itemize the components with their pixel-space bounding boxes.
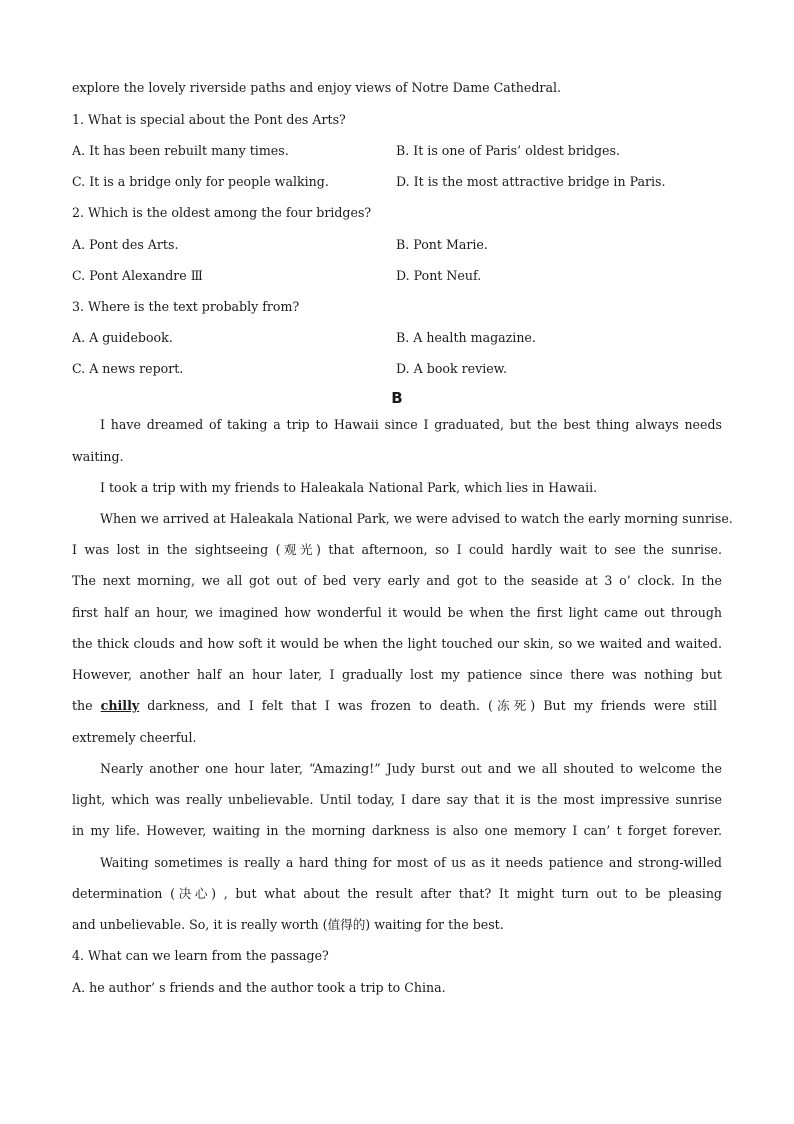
- question-1-option-c: C. It is a bridge only for people walking.: [72, 174, 329, 189]
- underlined-keyword: chilly: [100, 698, 140, 713]
- question-4-stem: 4. What can we learn from the passage?: [72, 948, 329, 963]
- question-3-stem: 3. Where is the text probably from?: [72, 299, 300, 314]
- passage-text: the: [72, 698, 101, 713]
- passage-line: I was lost in the sightseeing (观光) that afternoon, so I could hardly wait to see the sunrise.: [72, 542, 722, 557]
- intro-line: explore the lovely riverside paths and enjoy views of Notre Dame Cathedral.: [72, 80, 561, 95]
- question-2-stem: 2. Which is the oldest among the four bridges?: [72, 205, 372, 220]
- passage-line: first half an hour, we imagined how wonderful it would be when the first light came out through: [72, 605, 722, 620]
- question-3-options-row-1: [72, 330, 722, 346]
- question-2-option-d: D. Pont Neuf.: [396, 268, 482, 283]
- question-2-option-a: A. Pont des Arts.: [72, 237, 179, 252]
- question-3-option-c: C. A news report.: [72, 361, 184, 376]
- question-4-option-a: A. he author’ s friends and the author took a trip to China.: [72, 980, 446, 995]
- passage-line: The next morning, we all got out of bed very early and got to the seaside at 3 o’ clock. In the: [72, 573, 722, 588]
- question-2-options-row-2: [72, 268, 722, 284]
- question-1-option-a: A. It has been rebuilt many times.: [72, 143, 289, 158]
- passage-line: waiting.: [72, 449, 124, 464]
- passage-line: extremely cheerful.: [72, 730, 197, 745]
- passage-line: When we arrived at Haleakala National Park, we were advised to watch the early morning sunrise.: [100, 511, 733, 526]
- question-1-options-row-1: [72, 143, 722, 159]
- passage-line: determination (决心) , but what about the result after that? It might turn out to be pleasing: [72, 886, 722, 901]
- question-2-option-c: C. Pont Alexandre Ⅲ: [72, 268, 203, 283]
- question-3-options-row-2: [72, 361, 722, 377]
- passage-line: the thick clouds and how soft it would be when the light touched our skin, so we waited and waited.: [72, 636, 722, 651]
- passage-line: light, which was really unbelievable. Until today, I dare say that it is the most impressive sunrise: [72, 792, 722, 807]
- question-1-stem: 1. What is special about the Pont des Arts?: [72, 112, 346, 127]
- passage-line: in my life. However, waiting in the morning darkness is also one memory I can’ t forget forever.: [72, 823, 722, 838]
- passage-line: I have dreamed of taking a trip to Hawaii since I graduated, but the best thing always needs: [100, 417, 722, 432]
- passage-line-with-keyword: [72, 698, 717, 714]
- passage-text: darkness, and I felt that I was frozen to death. (冻死) But my friends were still: [139, 698, 717, 713]
- passage-line: However, another half an hour later, I gradually lost my patience since there was nothing but: [72, 667, 722, 682]
- question-1-option-d: D. It is the most attractive bridge in Paris.: [396, 174, 666, 189]
- section-heading: B: [391, 389, 403, 407]
- passage-line: I took a trip with my friends to Haleakala National Park, which lies in Hawaii.: [100, 480, 598, 495]
- passage-line: and unbelievable. So, it is really worth (值得的) waiting for the best.: [72, 917, 504, 932]
- passage-line: Nearly another one hour later, “Amazing!” Judy burst out and we all shouted to welcome the: [100, 761, 722, 776]
- passage-line: Waiting sometimes is really a hard thing for most of us as it needs patience and strong-willed: [100, 855, 722, 870]
- question-1-option-b: B. It is one of Paris’ oldest bridges.: [396, 143, 620, 158]
- question-1-options-row-2: [72, 174, 722, 190]
- question-3-option-b: B. A health magazine.: [396, 330, 536, 345]
- question-2-option-b: B. Pont Marie.: [396, 237, 488, 252]
- question-3-option-d: D. A book review.: [396, 361, 507, 376]
- question-3-option-a: A. A guidebook.: [72, 330, 173, 345]
- question-2-options-row-1: [72, 237, 722, 253]
